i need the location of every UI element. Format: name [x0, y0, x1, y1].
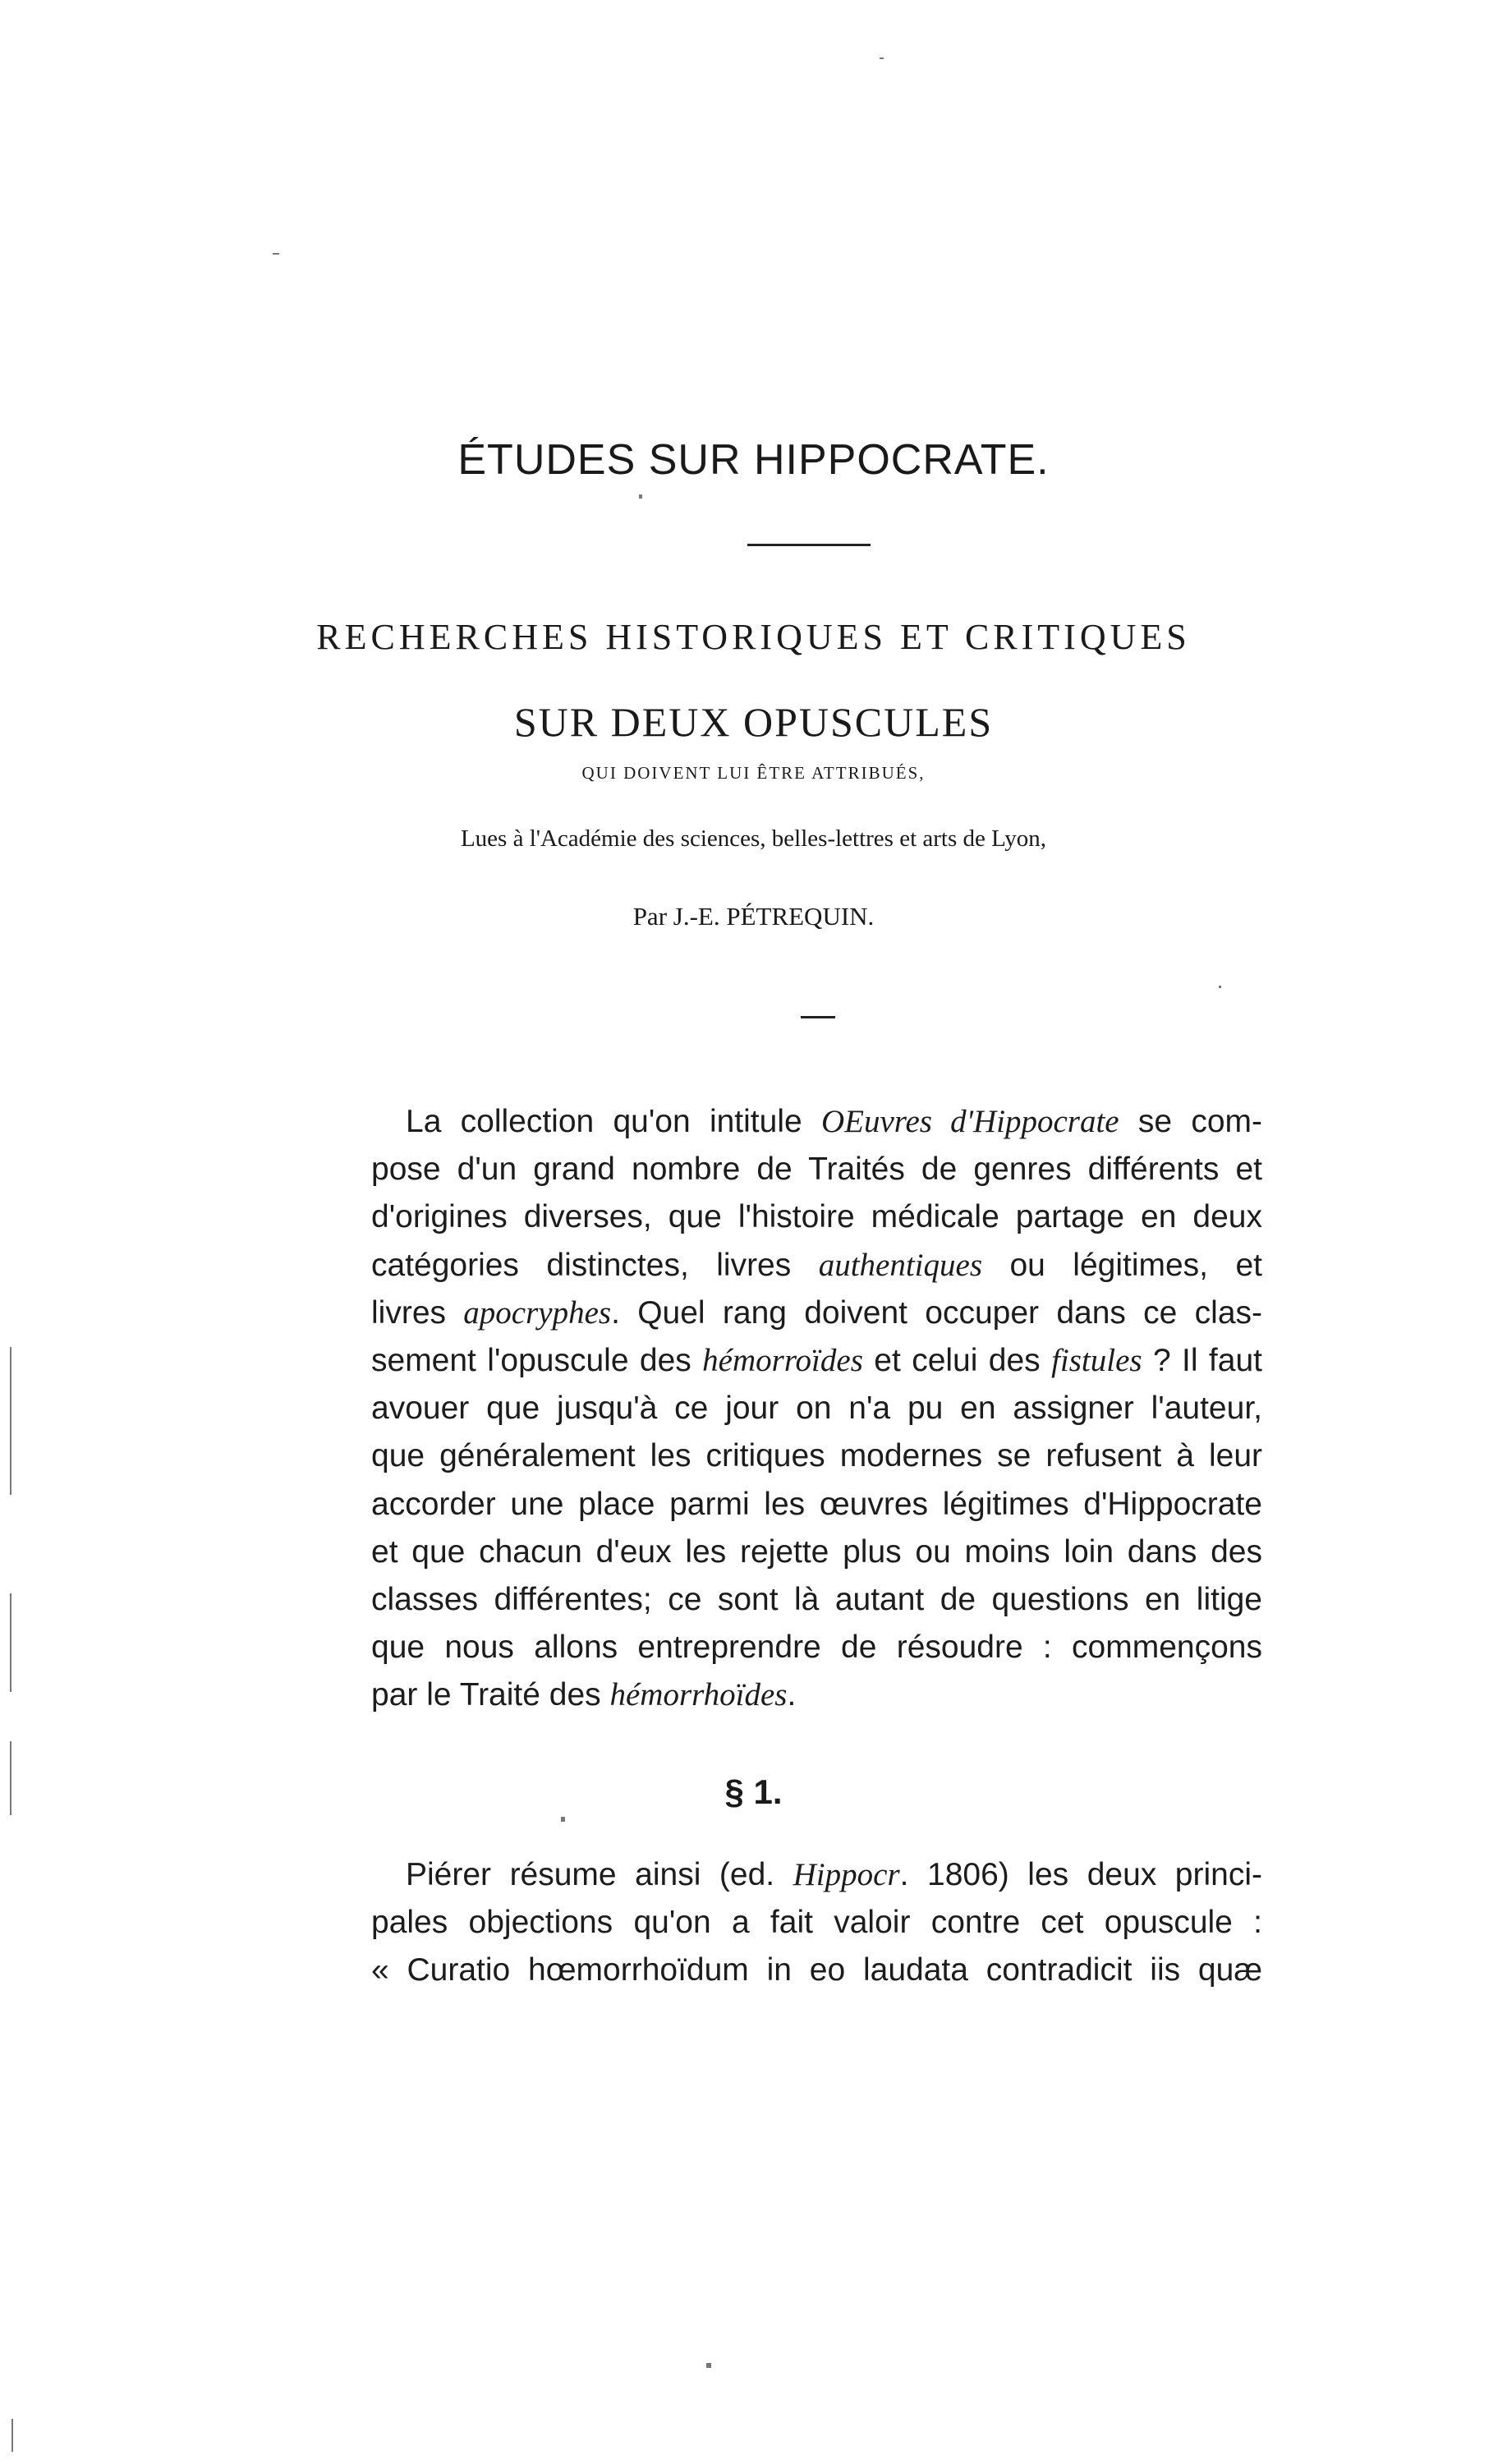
scan-speck	[639, 494, 642, 499]
text-line: par le Traité des hémorrhoïdes.	[371, 1677, 797, 1713]
scan-speck	[561, 1817, 565, 1822]
text-line: catégories distinctes, livres authentiques ou légitimes, et	[371, 1247, 1262, 1283]
author-rule	[801, 1016, 835, 1018]
scan-speck	[706, 2363, 711, 2368]
text-line: et que chacun d'eux les rejette plus ou moins loin dans des	[371, 1533, 1262, 1570]
scan-speck	[11, 2419, 13, 2452]
paragraph-2	[371, 1851, 1262, 1995]
scan-speck	[10, 1741, 11, 1815]
text-line: sement l'opuscule des hémorroïdes et celui des fistules ? Il faut	[371, 1342, 1262, 1378]
article-title-line-1: RECHERCHES HISTORIQUES ET CRITIQUES	[316, 617, 1191, 657]
text-line: pose d'un grand nombre de Traités de genres différents et	[371, 1152, 1262, 1188]
text-line: d'origines diverses, que l'histoire médicale partage en deux	[371, 1199, 1262, 1235]
scan-speck	[10, 1347, 11, 1495]
scan-speck	[10, 1593, 11, 1692]
text-line: « Curatio hœmorrhoïdum in eo laudata contradicit iis quæ	[371, 1952, 1262, 1988]
author-byline: Par J.-E. PÉTREQUIN.	[632, 902, 875, 931]
text-line: que nous allons entreprendre de résoudre : commençons	[371, 1630, 1262, 1666]
presentation-note: Lues à l'Académie des sciences, belles-lettres et arts de Lyon,	[460, 825, 1047, 852]
text-line: avouer que jusqu'à ce jour on n'a pu en assigner l'auteur,	[371, 1391, 1262, 1427]
scan-speck	[273, 253, 279, 255]
section-heading: § 1.	[724, 1772, 783, 1811]
text-line: Piérer résume ainsi (ed. Hippocr. 1806) les deux princi-	[406, 1857, 1262, 1892]
text-line: classes différentes; ce sont là autant de questions en litige	[371, 1581, 1262, 1617]
text-line: pales objections qu'on a fait valoir contre cet opuscule :	[371, 1905, 1262, 1941]
text-line: que généralement les critiques modernes se refusent à leur	[371, 1438, 1262, 1474]
article-subtitle: QUI DOIVENT LUI ÊTRE ATTRIBUÉS,	[581, 763, 926, 783]
article-title-line-2: SUR DEUX OPUSCULES	[513, 699, 994, 745]
scan-speck	[1219, 986, 1221, 988]
title-rule	[747, 544, 871, 546]
text-line: livres apocryphes. Quel rang doivent occuper dans ce clas-	[371, 1294, 1262, 1331]
scan-speck	[880, 57, 884, 59]
text-line: La collection qu'on intitule OEuvres d'Hippocrate se com-	[406, 1104, 1262, 1139]
text-line: accorder une place parmi les œuvres légitimes d'Hippocrate	[371, 1486, 1262, 1522]
running-title: ÉTUDES SUR HIPPOCRATE.	[457, 436, 1050, 484]
paragraph-1	[371, 1098, 1262, 1719]
